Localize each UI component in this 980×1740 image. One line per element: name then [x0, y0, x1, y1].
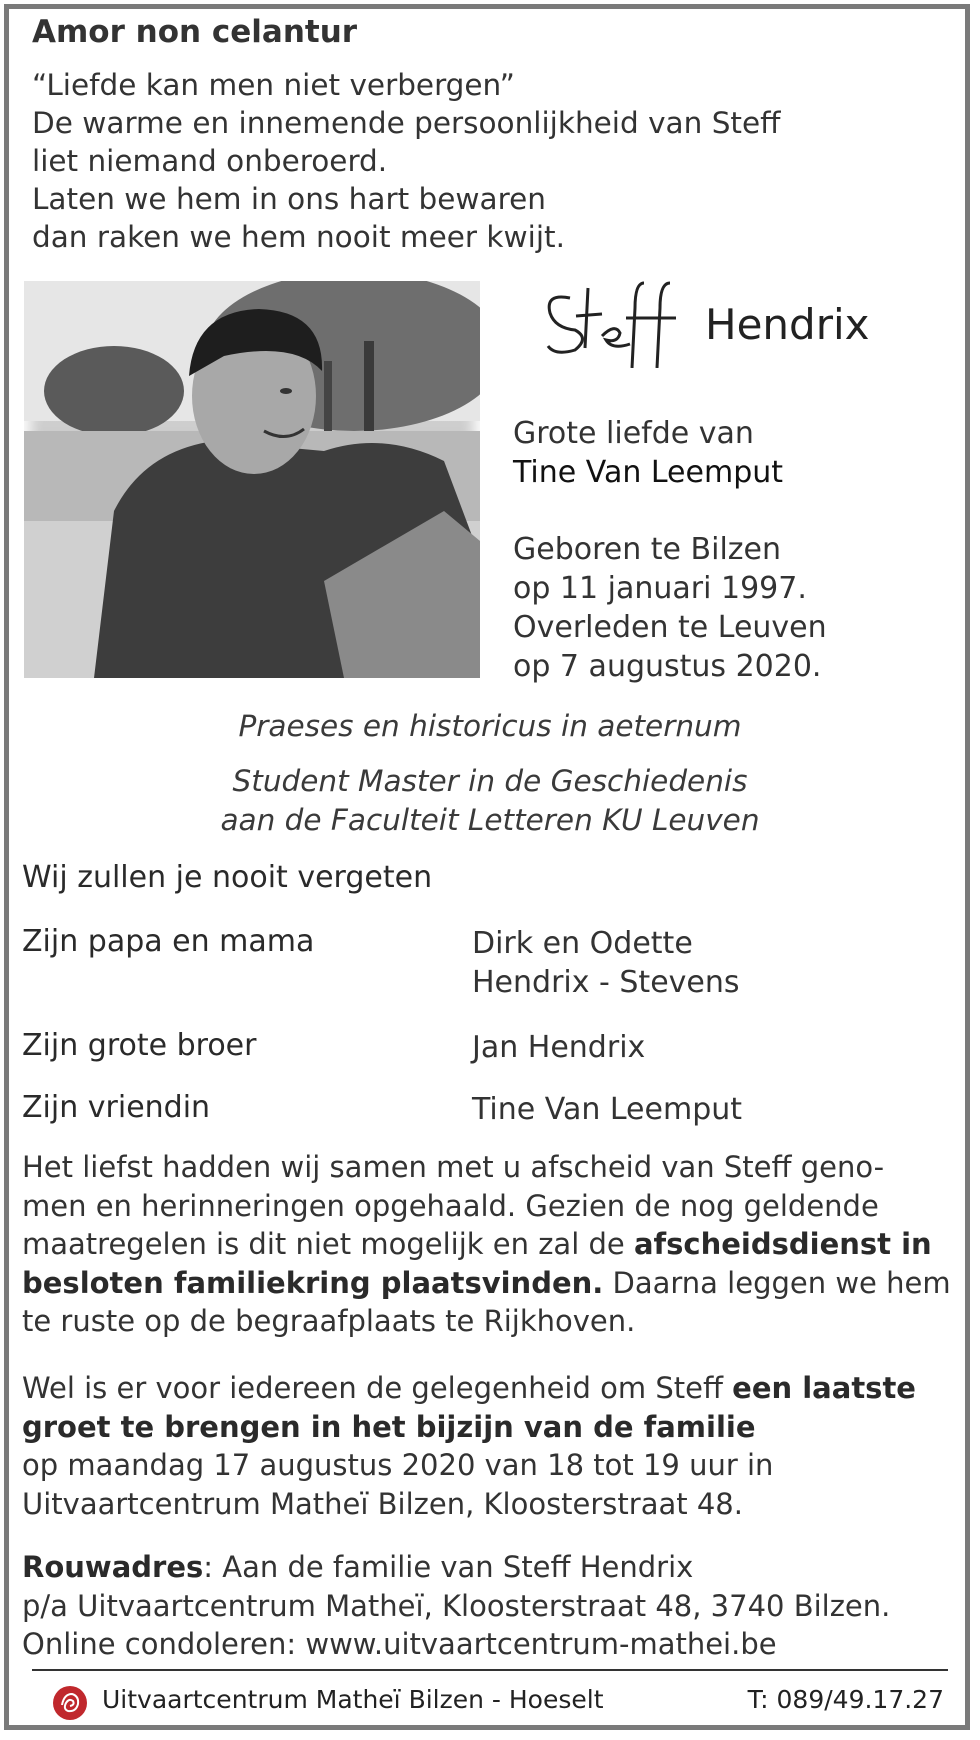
visitation-paragraph [22, 1369, 962, 1523]
life-dates [513, 530, 827, 686]
text-line: Wel is er voor iedereen de gelegenheid om Steff een laatste [22, 1371, 916, 1405]
partner-name: Tine Van Leemput [513, 455, 784, 490]
motto-line: Laten we hem in ons hart bewaren [32, 182, 546, 216]
funeral-home-phone[interactable]: T: 089/49.17.27 [747, 1685, 944, 1714]
family-heading: Wij zullen je nooit vergeten [22, 860, 433, 895]
text-line [22, 1408, 962, 1447]
text-line: p/a Uitvaartcentrum Matheï, Kloosterstraat 48, 3740 Bilzen. [22, 1588, 891, 1623]
emphasis: groet te brengen in het bijzijn van de familie [22, 1409, 756, 1444]
study-block [0, 762, 980, 840]
emphasis: een laatste [732, 1371, 916, 1405]
relation-label: Zijn vriendin [22, 1090, 211, 1125]
relation-label: Zijn papa en mama [22, 924, 315, 959]
emphasis: afscheidsdienst in [633, 1227, 932, 1261]
motto-quote [32, 66, 780, 256]
signature-first-name [540, 278, 690, 368]
address-label: Rouwadres [22, 1550, 204, 1584]
relation-names [472, 1090, 742, 1129]
study-line: aan de Faculteit Letteren KU Leuven [220, 803, 760, 837]
text-line: op maandag 17 augustus 2020 van 18 tot 19 uur in [22, 1448, 774, 1482]
date-line: op 7 augustus 2020. [513, 649, 822, 684]
text-line: Uitvaartcentrum Matheï Bilzen, Kloosterstraat 48. [22, 1486, 743, 1521]
address-block [22, 1548, 962, 1664]
emphasis: besloten familiekring plaatsvinden. [22, 1265, 604, 1300]
text-line: maatregelen is dit niet mogelijk en zal de afscheidsdienst in [22, 1227, 932, 1261]
text-line: besloten familiekring plaatsvinden. Daarna leggen we hem [22, 1265, 951, 1300]
relation-name: Tine Van Leemput [472, 1092, 743, 1127]
motto-title: Amor non celantur [32, 14, 358, 50]
study-line: Student Master in de Geschiedenis [232, 764, 748, 798]
text-line: Rouwadres: Aan de familie van Steff Hendrix [22, 1550, 694, 1584]
date-line: Geboren te Bilzen [513, 532, 782, 567]
role-line: Praeses en historicus in aeternum [238, 709, 742, 743]
relation-name: Hendrix - Stevens [472, 965, 740, 1000]
date-line: op 11 januari 1997. [513, 571, 807, 606]
text-line: men en herinneringen opgehaald. Gezien de nog geldende [22, 1188, 879, 1223]
deceased-surname: Hendrix [705, 300, 870, 349]
motto-line: “Liefde kan men niet verbergen” [32, 68, 515, 102]
relation-names [472, 924, 740, 1002]
footer-divider [32, 1669, 948, 1671]
condolence-link[interactable]: Online condoleren: www.uitvaartcentrum-mathei.be [22, 1627, 777, 1661]
relation-names [472, 1028, 645, 1067]
relation-name: Dirk en Odette [472, 926, 693, 961]
rose-icon [52, 1685, 88, 1721]
portrait-photo [24, 281, 480, 678]
motto-line: liet niemand onberoerd. [32, 144, 388, 178]
farewell-paragraph [22, 1148, 962, 1341]
motto-line: De warme en innemende persoonlijkheid van Steff [32, 106, 781, 140]
motto-line: dan raken we hem nooit meer kwijt. [32, 220, 565, 254]
relation-name: Jan Hendrix [472, 1030, 646, 1065]
date-line: Overleden te Leuven [513, 610, 827, 645]
love-intro: Grote liefde van [513, 416, 754, 451]
funeral-home-name: Uitvaartcentrum Matheï Bilzen - Hoeselt [102, 1685, 604, 1714]
relation-label: Zijn grote broer [22, 1028, 257, 1063]
text-line: te ruste op de begraafplaats te Rijkhoven. [22, 1304, 636, 1338]
text-line: Het liefst hadden wij samen met u afscheid van Steff geno- [22, 1150, 885, 1184]
